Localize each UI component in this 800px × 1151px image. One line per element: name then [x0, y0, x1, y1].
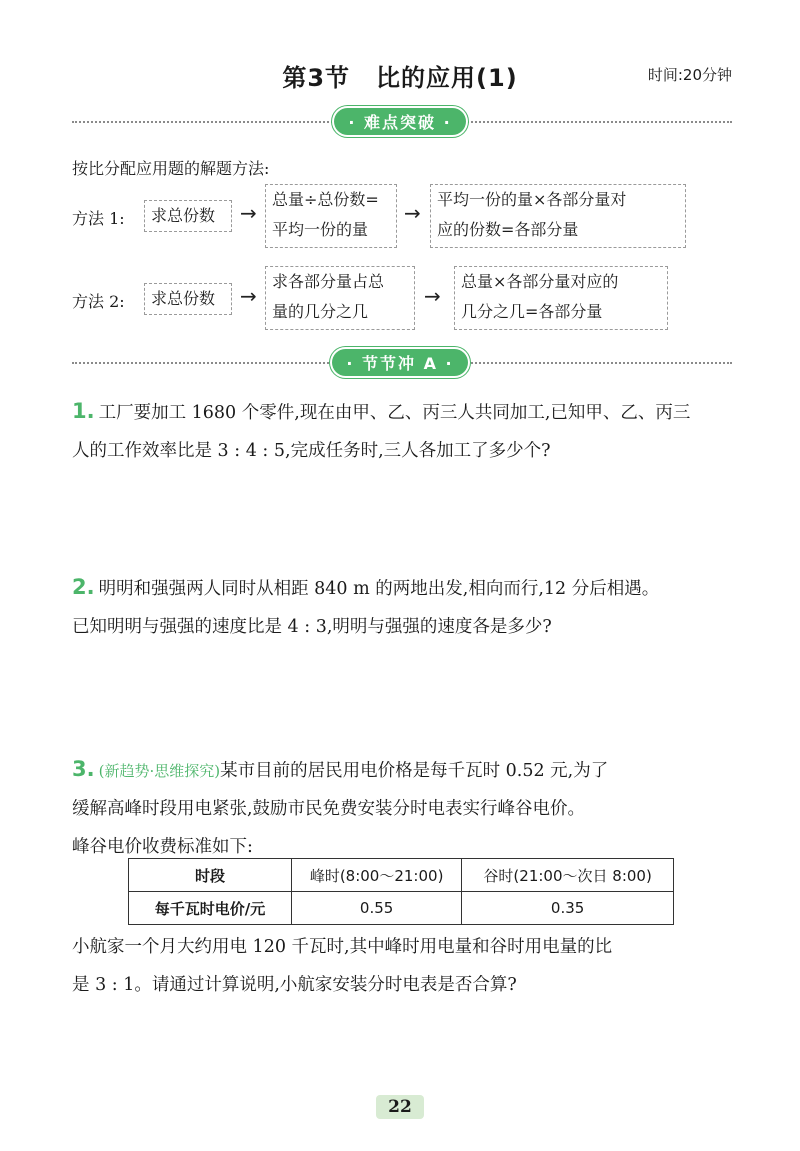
- method2-step2-line1: 求各部分量占总: [272, 272, 385, 291]
- method1-step1: 求总份数: [151, 206, 216, 225]
- question-number: 3.: [72, 757, 95, 781]
- method2-step3-line1: 总量×各部分量对应的: [461, 272, 619, 291]
- question-text: 缓解高峰时段用电紧张,鼓励市民免费安装分时电表实行峰谷电价。: [72, 799, 586, 819]
- question-text: 某市目前的居民用电价格是每千瓦时 0.52 元,为了: [220, 761, 609, 781]
- method2-step1: 求总份数: [151, 289, 216, 308]
- method1-step1-box: [144, 200, 232, 232]
- question-3-continued: [72, 928, 752, 1004]
- arrow-icon: →: [404, 201, 421, 225]
- method1-step2-box: [265, 184, 397, 248]
- practice-banner: [0, 349, 800, 376]
- table-cell: 0.55: [292, 892, 462, 925]
- method1-step2-line1: 总量÷总份数=: [272, 190, 379, 209]
- question-1: [72, 392, 752, 470]
- method1-step3-box: [430, 184, 686, 248]
- question-2: [72, 568, 752, 646]
- question-number: 2.: [72, 575, 95, 599]
- electricity-rate-table: [128, 858, 674, 925]
- method2-step2-line2: 量的几分之几: [272, 302, 369, 321]
- question-text: 是 3 : 1。请通过计算说明,小航家安装分时电表是否合算?: [72, 975, 517, 995]
- arrow-icon: →: [240, 284, 257, 308]
- table-header-cell: 时段: [129, 859, 292, 892]
- question-3: [72, 750, 752, 866]
- method2-label: 方法 2:: [72, 292, 125, 311]
- table-cell: 0.35: [462, 892, 674, 925]
- page-number: [0, 1095, 800, 1119]
- difficulty-banner-label: · 难点突破 ·: [334, 108, 465, 135]
- method2-step1-box: [144, 283, 232, 315]
- question-text: 小航家一个月大约用电 120 千瓦时,其中峰时用电量和谷时用电量的比: [72, 937, 613, 957]
- section-title: 比的应用(1): [376, 64, 518, 92]
- method1-step3-line2: 应的份数=各部分量: [437, 220, 579, 239]
- arrow-icon: →: [240, 201, 257, 225]
- practice-banner-label: · 节节冲 A ·: [332, 349, 467, 376]
- method1-step3-line1: 平均一份的量×各部分量对: [437, 190, 627, 209]
- question-text: 峰谷电价收费标准如下:: [72, 837, 253, 857]
- table-header-cell: 谷时(21:00～次日 8:00): [462, 859, 674, 892]
- question-number: 1.: [72, 399, 95, 423]
- question-text: 已知明明与强强的速度比是 4 : 3,明明与强强的速度各是多少?: [72, 617, 552, 637]
- method2-step2-box: [265, 266, 415, 330]
- method1-label: 方法 1:: [72, 209, 125, 228]
- section-number: 第3节: [282, 64, 351, 92]
- methods-intro: 按比分配应用题的解题方法:: [72, 159, 270, 178]
- question-tag: (新趋势·思维探究): [98, 762, 221, 780]
- question-text: 工厂要加工 1680 个零件,现在由甲、乙、丙三人共同加工,已知甲、乙、丙三: [98, 403, 691, 423]
- method2-step3-line2: 几分之几=各部分量: [461, 302, 603, 321]
- difficulty-banner: [0, 108, 800, 135]
- table-header-cell: 峰时(8:00～21:00): [292, 859, 462, 892]
- method2-step3-box: [454, 266, 668, 330]
- method1-step2-line2: 平均一份的量: [272, 220, 369, 239]
- table-row: [129, 859, 674, 892]
- question-text: 明明和强强两人同时从相距 840 m 的两地出发,相向而行,12 分后相遇。: [98, 579, 660, 599]
- table-row-header: 每千瓦时电价/元: [129, 892, 292, 925]
- page-number-label: 22: [376, 1095, 424, 1119]
- question-text: 人的工作效率比是 3 : 4 : 5,完成任务时,三人各加工了多少个?: [72, 441, 551, 461]
- arrow-icon: →: [424, 284, 441, 308]
- time-limit: 时间:20分钟: [647, 66, 732, 84]
- table-row: [129, 892, 674, 925]
